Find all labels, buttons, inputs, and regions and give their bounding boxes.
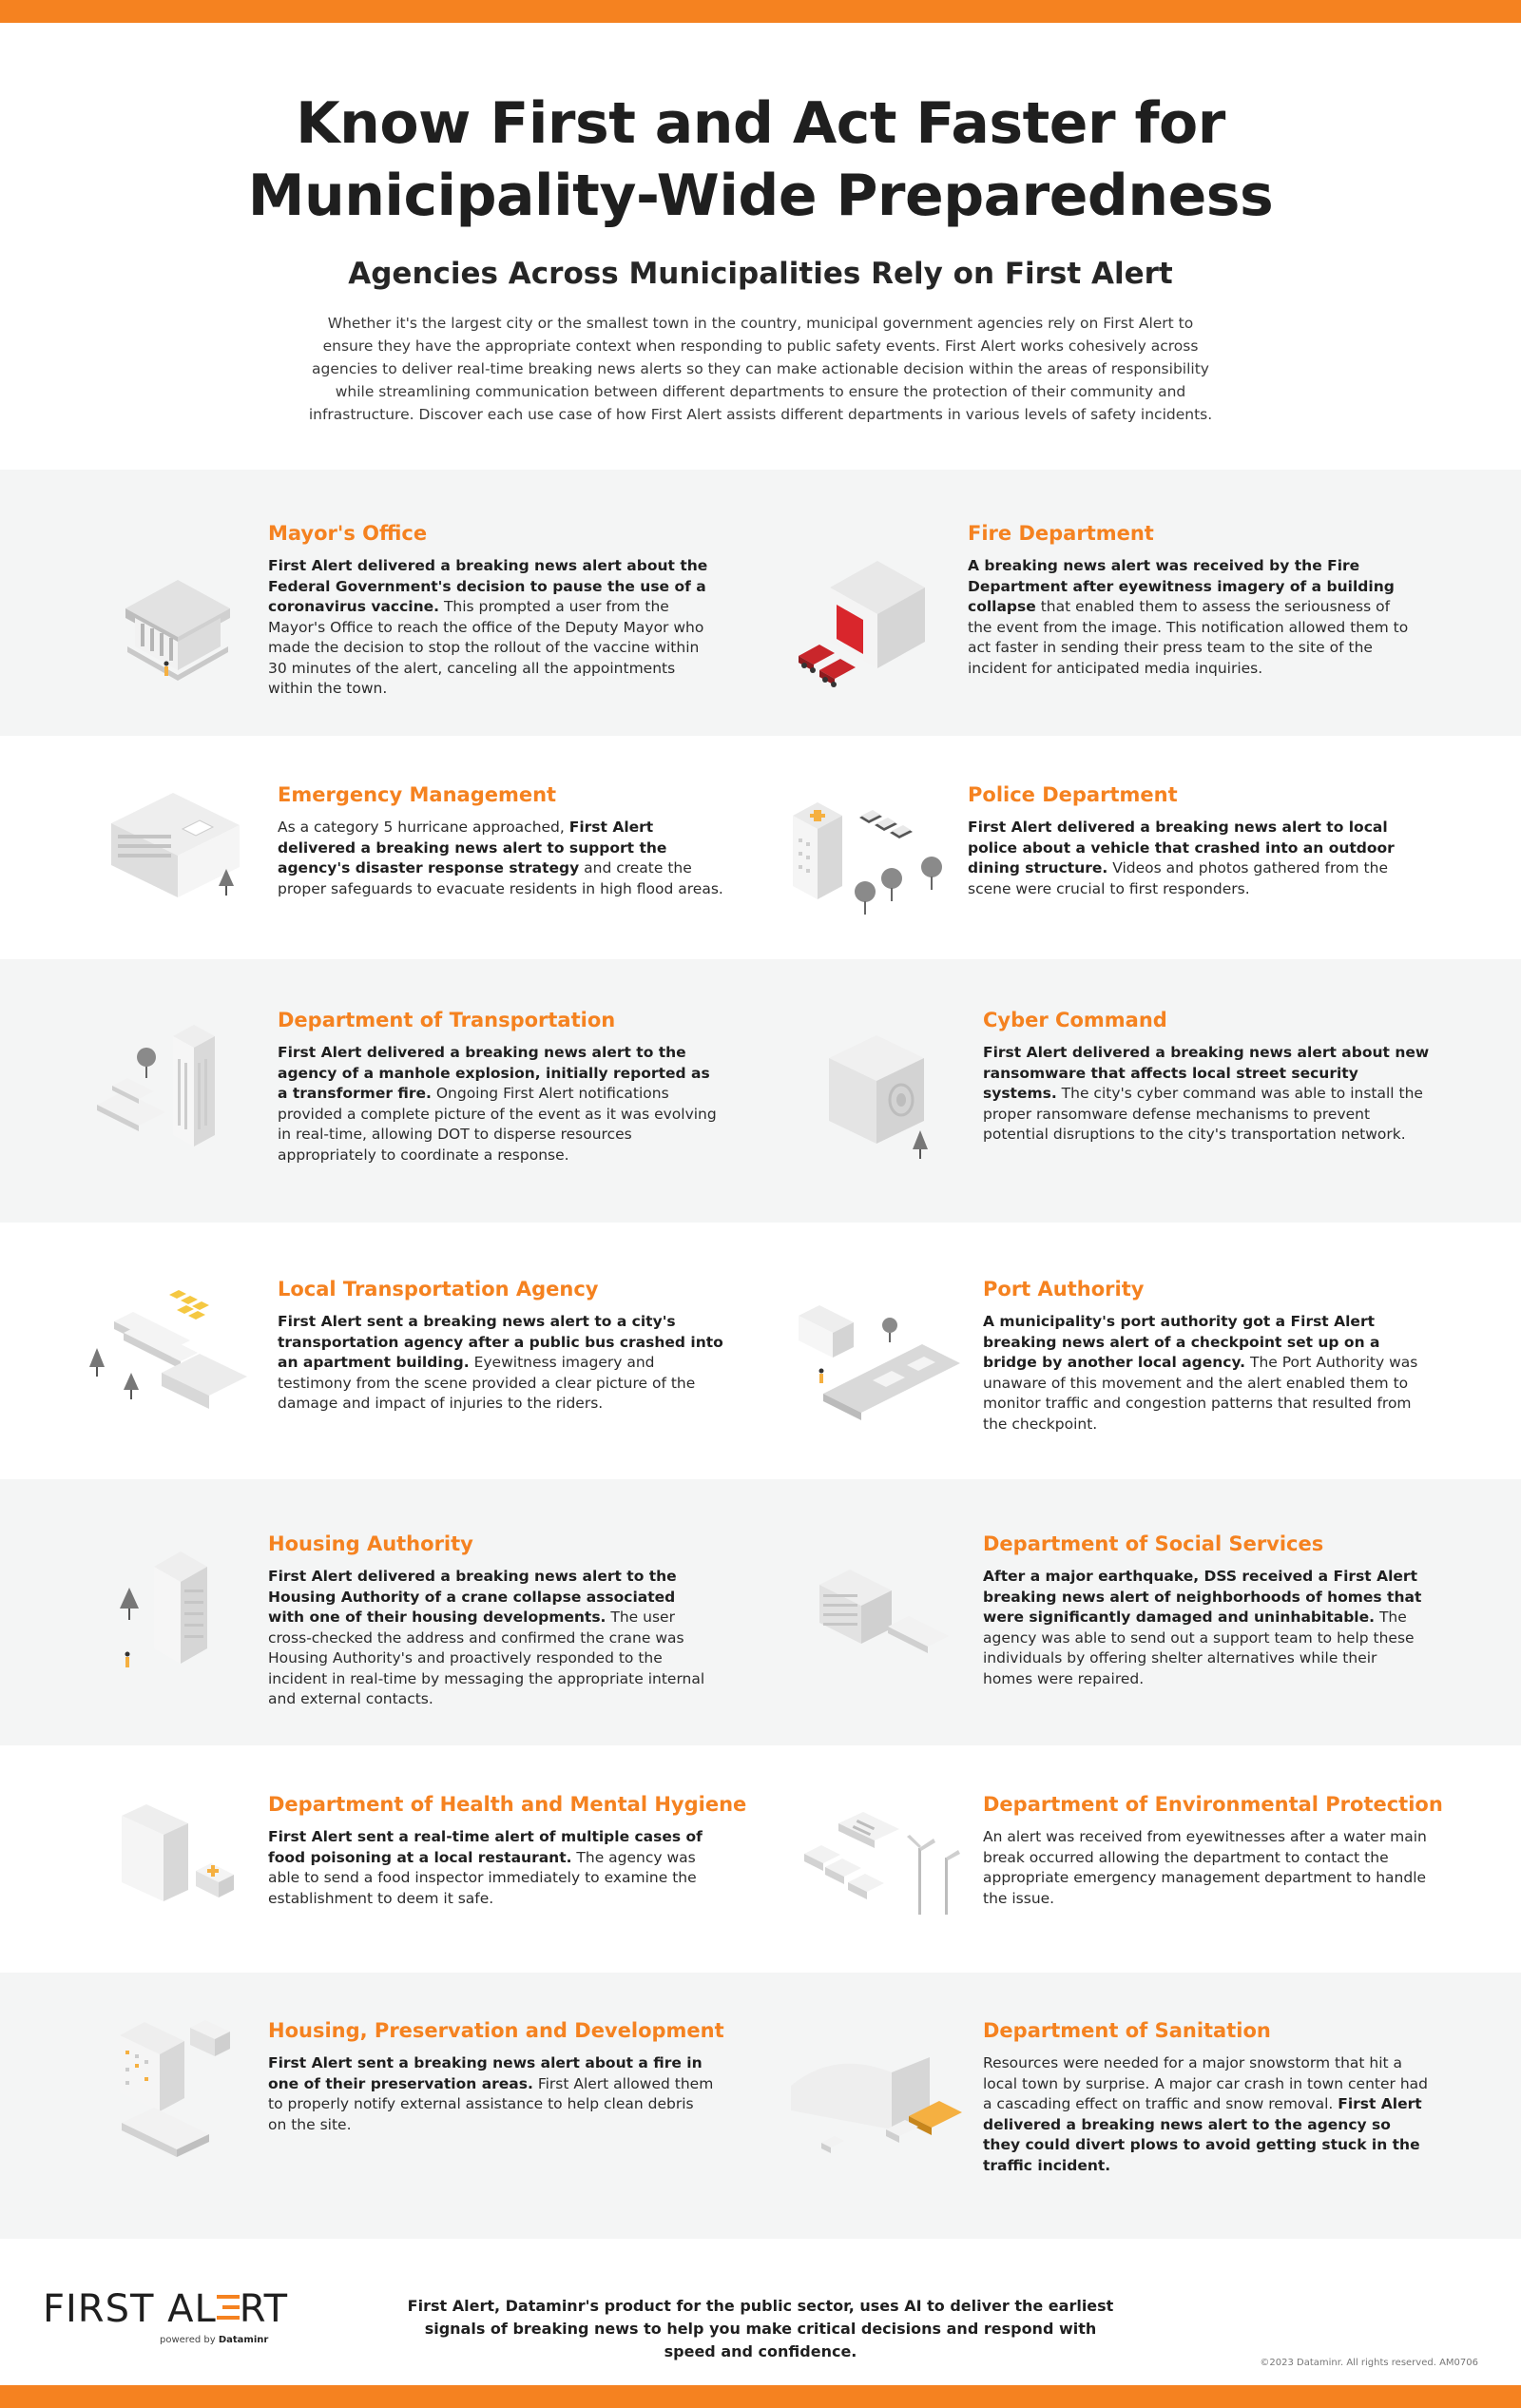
copyright: ©2023 Dataminr. All rights reserved. AM0706: [1260, 2358, 1478, 2368]
transportation-building-icon: [91, 1025, 243, 1153]
card-body: [983, 1312, 1430, 1435]
card-body-bold: First Alert sent a real-time alert of multiple cases of food poisoning at a local restaurant.: [268, 1828, 703, 1866]
card-body-bold: First Alert delivered a breaking news alert about the Federal Government's decision to pause the use of a coronavirus vaccine.: [268, 557, 708, 615]
logo-text-part-1: FIRST AL: [43, 2287, 217, 2331]
card-title: Department of Environmental Protection: [983, 1793, 1443, 1816]
health-building-icon: [120, 1802, 243, 1907]
card-body-bold: First Alert delivered a breaking news alert about new ransomware that affects local street security systems.: [983, 1044, 1430, 1102]
card-housing-preservation-and-development: [268, 2019, 724, 2135]
card-title: Department of Sanitation: [983, 2019, 1271, 2042]
fire-station-icon: [787, 549, 949, 687]
page-footer: [0, 2240, 1521, 2385]
card-police-department: [968, 783, 1415, 899]
card-department-of-social-services: [983, 1532, 1430, 1689]
card-body-bold: First Alert delivered a breaking news alert to support the agency's disaster response strategy: [278, 819, 667, 877]
top-accent-bar: [0, 0, 1521, 23]
card-port-authority: [983, 1278, 1430, 1435]
card-body: [268, 2053, 715, 2135]
card-mayors-office: [268, 522, 715, 700]
card-body-text: The user cross-checked the address and confirmed the crane was Housing Authority's and proactively responded to the incident in real-time by messaging the appropriate internal and external contacts.: [268, 1609, 705, 1707]
card-body-text: The Port Authority was unaware of this movement and the alert enabled them to monitor traffic and congestion patterns that resulted from the checkpoint.: [983, 1354, 1418, 1433]
card-emergency-management: [278, 783, 724, 899]
card-body-text: First Alert allowed them to properly notify external assistance to help clean debris on the site.: [268, 2074, 714, 2133]
card-body-text: An alert was received from eyewitnesses after a water main break occurred allowing the department to contact the appropriate emergency management department to handle the issue.: [983, 1828, 1427, 1907]
card-title: Fire Department: [968, 522, 1154, 545]
card-body-text: The city's cyber command was able to install the proper ransomware defense mechanisms to prevent potential disruptions to the city's transportation network.: [983, 1085, 1423, 1143]
logo-e-mark-icon: [217, 2293, 240, 2321]
card-body-text: The agency was able to send out a support team to help these individuals by offering shelter alternatives while their homes were repaired.: [983, 1609, 1415, 1687]
card-title: Police Department: [968, 783, 1178, 806]
card-body-bold: A breaking news alert was received by the Fire Department after eyewitness imagery of a building collapse: [968, 557, 1395, 615]
police-station-icon: [791, 797, 953, 934]
damaged-homes-icon: [816, 1564, 958, 1654]
card-body: [983, 1827, 1430, 1909]
card-housing-authority: [268, 1532, 715, 1710]
card-department-of-transportation: [278, 1009, 724, 1165]
page-title-line-2: Municipality-Wide Preparedness: [247, 163, 1274, 229]
card-local-transportation-agency: [278, 1278, 724, 1415]
water-plant-icon: [800, 1810, 967, 1924]
bottom-accent-bar: [0, 2385, 1521, 2408]
card-body: [268, 1827, 715, 1909]
card-body: [268, 1567, 715, 1710]
card-body: [268, 556, 715, 700]
card-title: Local Transportation Agency: [278, 1278, 599, 1300]
card-body-text: Resources were needed for a major snowstorm that hit a local town by surprise. A major car crash in town center had a cascading effect on traffic and snow removal.: [983, 2054, 1428, 2112]
card-title: Department of Transportation: [278, 1009, 616, 1031]
card-body-text: Eyewitness imagery and testimony from the scene provided a clear picture of the damage and impact of injuries to the riders.: [278, 1354, 696, 1412]
bus-depot-icon: [86, 1281, 247, 1415]
card-department-of-environmental-protection: [983, 1793, 1443, 1909]
sanitation-depot-icon: [787, 2044, 968, 2158]
card-body-text: The agency was able to send a food inspector immediately to examine the establishment to deem it safe.: [268, 1848, 697, 1907]
card-body-bold: A municipality's port authority got a First Alert breaking news alert of a checkpoint set up on a bridge by another local agency.: [983, 1313, 1380, 1371]
government-building-icon: [116, 551, 240, 689]
intro-paragraph: Whether it's the largest city or the smallest town in the country, municipal government agencies rely on First Alert to ensure they have the appropriate context when responding to public safety events. First Alert works cohesively across agencies to deliver real-time breaking news alerts so they can make actionable decision within the areas of responsibility while streamlining communication between different departments to ensure the protection of their community and infrastructure. Discover each use case of how First Alert assists different departments in various levels of safety incidents.: [308, 315, 1213, 423]
card-body: [278, 1312, 724, 1415]
card-body: [983, 1043, 1430, 1146]
emergency-building-icon: [106, 785, 244, 918]
powered-by-brand: Dataminr: [218, 2335, 269, 2345]
card-body: [968, 556, 1415, 679]
card-body-text: As a category 5 hurricane approached,: [278, 819, 569, 836]
card-title: Housing, Preservation and Development: [268, 2019, 724, 2042]
card-body: [968, 818, 1415, 899]
preservation-building-icon: [118, 2018, 241, 2161]
card-body-bold: After a major earthquake, DSS received a First Alert breaking news alert of neighborhoods of homes that were significantly damaged and uninhabitable.: [983, 1568, 1422, 1626]
first-alert-logo: [43, 2287, 288, 2331]
card-body-bold: First Alert sent a breaking news alert to a city's transportation agency after a public bus crashed into an apartment building.: [278, 1313, 723, 1371]
card-body-bold: First Alert delivered a breaking news alert to the agency of a manhole explosion, initially reported as a transformer fire.: [278, 1044, 710, 1102]
card-body: [278, 818, 724, 899]
page-subtitle: Agencies Across Municipalities Rely on First Alert: [348, 257, 1173, 291]
card-title: Mayor's Office: [268, 522, 428, 545]
card-body-bold: First Alert delivered a breaking news alert to local police about a vehicle that crashed into an outdoor dining structure.: [968, 819, 1395, 877]
card-body-text: Videos and photos gathered from the scene were crucial to first responders.: [968, 859, 1388, 897]
card-title: Emergency Management: [278, 783, 557, 806]
logo-text-part-2: RT: [239, 2287, 289, 2331]
card-title: Housing Authority: [268, 1532, 473, 1555]
apartment-building-icon: [114, 1550, 238, 1683]
card-body-text: Ongoing First Alert notifications provided a complete picture of the event as it was evolving in real-time, allowing DOT to disperse resources appropriately to coordinate a response.: [278, 1085, 717, 1164]
card-body-bold: First Alert delivered a breaking news alert to the Housing Authority of a crane collapse associated with one of their housing developments.: [268, 1568, 677, 1626]
card-body-text-2: and create the proper safeguards to evacuate residents in high flood areas.: [278, 859, 723, 897]
card-body: [983, 1567, 1430, 1689]
card-body: [278, 1043, 724, 1165]
powered-by: [160, 2335, 268, 2345]
card-body-text: This prompted a user from the Mayor's Office to reach the office of the Deputy Mayor who made the decision to stop the rollout of the vaccine within 30 minutes of the alert, canceling all the appointments within the town.: [268, 598, 704, 697]
card-title: Cyber Command: [983, 1009, 1167, 1031]
cyber-vault-icon: [821, 1031, 945, 1165]
card-body: [983, 2053, 1430, 2176]
card-fire-department: [968, 522, 1415, 679]
card-title: Port Authority: [983, 1278, 1145, 1300]
card-body-bold: First Alert sent a breaking news alert about a fire in one of their preservation areas.: [268, 2054, 703, 2092]
footer-tagline: First Alert, Dataminr's product for the public sector, uses AI to deliver the earliest signals of breaking news to help you make critical decisions and respond with speed and confidence.: [407, 2297, 1114, 2360]
card-department-of-health: [268, 1793, 747, 1909]
page-header: [0, 23, 1521, 470]
card-body-bold: First Alert delivered a breaking news alert to the agency so they could divert plows to avoid getting stuck in the traffic incident.: [983, 2095, 1422, 2174]
card-title: Department of Health and Mental Hygiene: [268, 1793, 747, 1816]
card-department-of-sanitation: [983, 2019, 1430, 2176]
powered-by-label: powered by: [160, 2335, 216, 2345]
card-title: Department of Social Services: [983, 1532, 1324, 1555]
card-cyber-command: [983, 1009, 1430, 1146]
page-title: [0, 87, 1521, 232]
bridge-checkpoint-icon: [797, 1302, 963, 1421]
card-body-text: that enabled them to assess the seriousness of the event from the image. This notification allowed them to act faster in sending their press team to the site of the incident for anticipated media inquiries.: [968, 598, 1409, 677]
page-title-line-1: Know First and Act Faster for: [296, 90, 1225, 157]
